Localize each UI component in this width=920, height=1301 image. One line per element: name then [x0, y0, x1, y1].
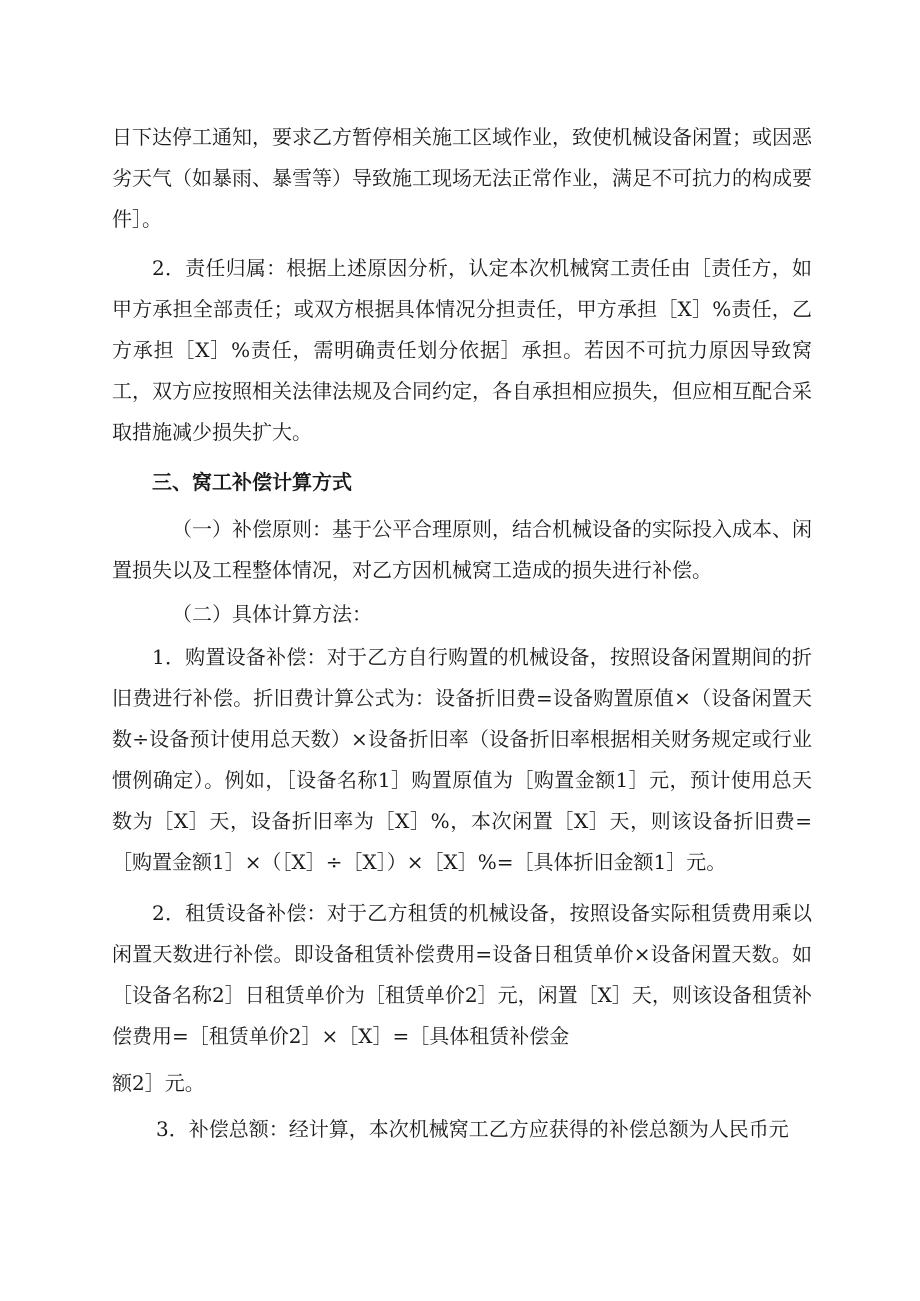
paragraph-leased-equipment: 2．租赁设备补偿：对于乙方租赁的机械设备，按照设备实际租赁费用乘以闲置天数进行补偿。即设备租赁补偿费用=设备日租赁单价×设备闲置天数。如［设备名称2］日租赁单价为［租赁单价2］元，闲置［X］天，则该设备租赁补偿费用=［租赁单价2］×［X］=［具体租赁补偿金: [112, 901, 812, 1048]
paragraph-continuation: 日下达停工通知，要求乙方暂停相关施工区域作业，致使机械设备闲置；或因恶劣天气（如暴雨、暴雪等）导致施工现场无法正常作业，满足不可抗力的构成要件］。: [112, 125, 812, 231]
paragraph-leased-equipment-end: 额2］元。: [112, 1071, 205, 1095]
paragraph-total-compensation: 3．补偿总额：经计算，本次机械窝工乙方应获得的补偿总额为人民币元: [156, 1117, 789, 1141]
paragraph-calculation-methods: （二）具体计算方法：: [172, 602, 372, 626]
paragraph-compensation-principle: （一）补偿原则：基于公平合理原则，结合机械设备的实际投入成本、闲置损失以及工程整体情况，对乙方因机械窝工造成的损失进行补偿。: [112, 517, 812, 582]
section-heading: 三、窝工补偿计算方式: [152, 470, 352, 494]
paragraph-responsibility: 2．责任归属：根据上述原因分析，认定本次机械窝工责任由［责任方，如甲方承担全部责任；或双方根据具体情况分担责任，甲方承担［X］%责任，乙方承担［X］%责任，需明确责任划分依据］承担。若因不可抗力原因导致窝工，双方应按照相关法律法规及合同约定，各自承担相应损失，但应相互配合采取措施减少损失扩大。: [112, 256, 812, 444]
paragraph-purchased-equipment: 1．购置设备补偿：对于乙方自行购置的机械设备，按照设备闲置期间的折旧费进行补偿。折旧费计算公式为：设备折旧费=设备购置原值×（设备闲置天数÷设备预计使用总天数）×设备折旧率（设备折旧率根据相关财务规定或行业惯例确定）。例如，［设备名称1］购置原值为［购置金额1］元，预计使用总天数为［X］天，设备折旧率为［X］%，本次闲置［X］天，则该设备折旧费=［购置金额1］×（［X］÷［X］）×［X］%=［具体折旧金额1］元。: [112, 645, 812, 874]
